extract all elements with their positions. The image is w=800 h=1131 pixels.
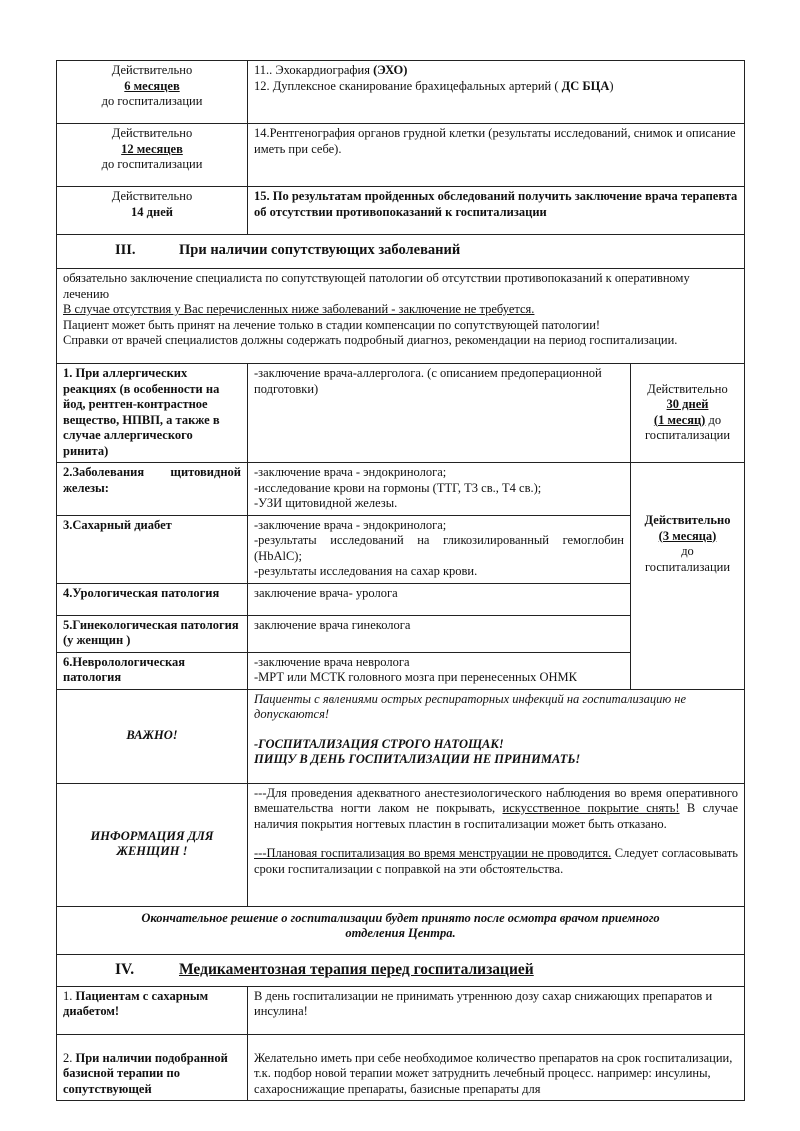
validity-3-months: Действительно (3 месяца) до госпитализации (631, 463, 745, 690)
section-3-title: При наличии сопутствующих заболеваний (179, 242, 461, 259)
important-label: ВАЖНО! (57, 689, 248, 783)
section-3-header (57, 235, 745, 269)
validity-6-months: Действительно 6 месяцев до госпитализации (57, 61, 248, 124)
row-echo (57, 61, 745, 124)
section-4-number: IV. (115, 960, 135, 978)
therapy-diabetes-row: 1. Пациентам с сахарным диабетом! В день госпитализации не принимать утреннюю дозу сахар снижающих препаратов и инсулина! (57, 986, 745, 1034)
final-note-row (57, 906, 745, 954)
important-row: ВАЖНО! Пациенты с явлениями острых респираторных инфекций на госпитализацию не допускаются! -ГОСПИТАЛИЗАЦИЯ СТРОГО НАТОЩАК! ПИЩУ В ДЕНЬ ГОСПИТАЛИЗАЦИИ НЕ ПРИНИМАТЬ! (57, 689, 745, 783)
section-4-header (57, 954, 745, 986)
final-note: Окончательное решение о госпитализации будет принято после осмотра врачом приемного отделения Центра. (57, 906, 745, 954)
validity-12-months: Действительно 12 месяцев до госпитализации (57, 124, 248, 187)
condition-diabetes: 3.Сахарный диабет -заключение врача - эндокринолога; -результаты исследований на гликозилированный гемоглобин (HbAlC); -результаты исследования на сахар крови. (57, 515, 745, 583)
therapy-basic-row: 2. При наличии подобранной базисной терапии по сопутствующей Желательно иметь при себе необходимое количество препаратов на срок госпитализации, т.к. подбор новой терапии может затруднить лечебный процесс. например: инсулины, сахароснижащие препараты, базисные препараты для (57, 1034, 745, 1101)
item-14: 14.Рентгенография органов грудной клетки (результаты исследований, снимок и описание иметь при себе). (248, 124, 745, 187)
condition-allergy: 1. При аллергических реакциях (в особенности на йод, рентген-контрастное вещество, НПВП, а также в случае аллергического ринита) -заключение врача-аллерголога. (с описанием предоперационной подготовки) Действительно 30 дней (1 месяц) до госпитализации (57, 364, 745, 463)
items-11-12: 11.. Эхокардиография (ЭХО) 12. Дуплексное сканирование брахицефальных артерий ( ДС БЦА) (248, 61, 745, 124)
section-4-title: Медикаментозная терапия перед госпитализацией (179, 960, 534, 978)
condition-thyroid: 2.Заболевания щитовидной железы: -заключение врача - эндокринолога; -исследование крови на гормоны (ТТГ, Т3 св., Т4 св.); -УЗИ щитовидной железы. Действительно (3 месяца) до госпитализации (57, 463, 745, 516)
condition-neurology: 6.Невролологическая патология -заключение врача невролога -МРТ или МСТК головного мозга при перенесенных ОНМК (57, 652, 745, 689)
hospitalization-requirements-table (56, 60, 745, 1101)
item-15: 15. По результатам пройденных обследований получить заключение врача терапевта об отсутствии противопоказаний к госпитализации (248, 187, 745, 235)
validity-14-days: Действительно 14 дней (57, 187, 248, 235)
row-therapist (57, 187, 745, 235)
women-info-label: ИНФОРМАЦИЯ ДЛЯ ЖЕНЩИН ! (57, 783, 248, 906)
section-3-number: III. (115, 242, 136, 259)
condition-urology: 4.Урологическая патология заключение врача- уролога (57, 583, 745, 615)
row-xray (57, 124, 745, 187)
validity-30-days: Действительно 30 дней (1 месяц) до госпитализации (631, 364, 745, 463)
women-info-row: ИНФОРМАЦИЯ ДЛЯ ЖЕНЩИН ! ---Для проведения адекватного анестезиологического наблюдения во время оперативного вмешательства ногти лаком не покрывать, искусственное покрытие снять! В случае наличия покрытия ногтевых пластин в госпитализации может быть отказано. ---Плановая госпитализация во время менструации не проводится. Следует согласовывать сроки госпитализации с поправкой на эти обстоятельства. (57, 783, 745, 906)
section-3-intro: обязательно заключение специалиста по сопутствующей патологии об отсутствии противопоказаний к оперативному лечению В случае отсутствия у Вас перечисленных ниже заболеваний - заключение не требуется. Пациент может быть принят на лечение только в стадии компенсации по сопутствующей патологии! Справки от врачей специалистов должны содержать подробный диагноз, рекомендации на период госпитализации. (57, 269, 745, 364)
condition-gynecology: 5.Гинекологическая патология (у женщин ) заключение врача гинеколога (57, 615, 745, 652)
